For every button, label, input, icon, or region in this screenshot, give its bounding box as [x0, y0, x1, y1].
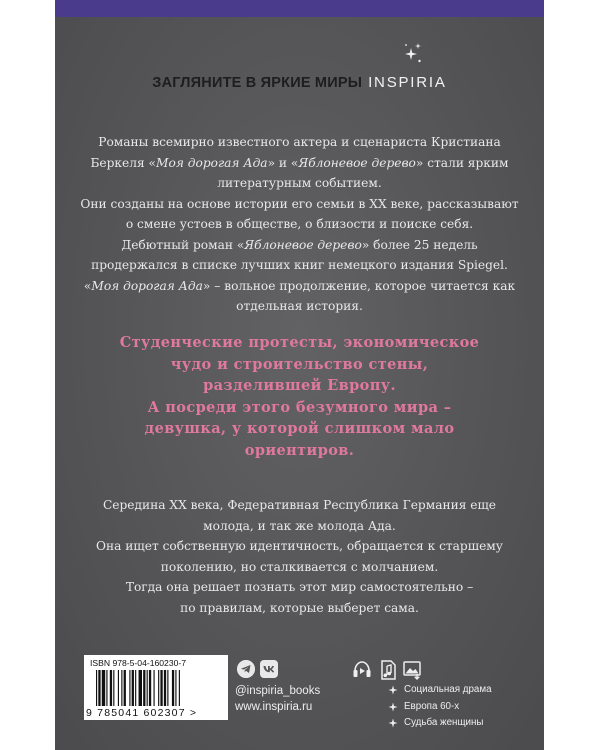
publisher-logo-text: INSPIRIA	[368, 74, 447, 91]
quote-line: чудо и строительство стены,	[170, 355, 429, 373]
book-title-text: Яблоневое дерево	[244, 237, 362, 252]
social-block	[231, 655, 351, 720]
annotation-text: о смене устоев в обществе, о близости и поиске себя.	[125, 217, 474, 231]
barcode-bar	[135, 670, 136, 706]
quote-line: А посреди этого безумного мира –	[147, 398, 452, 416]
annotation-line	[75, 296, 524, 317]
publisher-slogan	[55, 72, 544, 91]
barcode-bar	[179, 670, 180, 706]
sparkle-icon	[403, 42, 423, 66]
barcode-bar	[96, 670, 97, 706]
book-title-text: Моя дорогая Ада	[156, 155, 268, 170]
annotation-line	[75, 276, 524, 297]
sparkle-bullet-icon	[388, 718, 398, 728]
annotation-line	[75, 132, 524, 153]
book-title-text: Яблоневое дерево	[298, 155, 416, 170]
barcode-bar	[158, 670, 159, 706]
barcode-bar	[164, 670, 166, 706]
genre-tag-label: Судьба женщины	[404, 717, 484, 728]
genre-tag	[388, 684, 528, 701]
annotation-text: Беркеля «	[90, 155, 157, 170]
genre-tags	[388, 684, 528, 734]
annotation-line	[75, 153, 524, 174]
barcode-bar	[113, 670, 114, 706]
barcode-bar	[175, 670, 176, 706]
sparkle-bullet-icon	[388, 702, 398, 712]
barcode-bar	[143, 670, 145, 706]
slogan-text: ЗАГЛЯНИТЕ В ЯРКИЕ МИРЫ	[152, 75, 363, 91]
annotation-text: » – вольное продолжение, которое читается как	[202, 278, 516, 293]
quote-line: разделившей Европу.	[203, 377, 396, 394]
barcode-bar	[167, 670, 168, 706]
barcode-bar	[121, 670, 122, 706]
annotation-paragraph	[75, 132, 524, 317]
annotation-line	[75, 173, 524, 194]
barcode-bar	[110, 670, 112, 706]
annotation-line	[75, 255, 524, 276]
book-title-text: Моя дорогая Ада	[91, 278, 203, 293]
barcode-bar	[160, 670, 162, 706]
annotation-line	[75, 194, 524, 215]
barcode-image	[96, 670, 218, 706]
annotation-text: Дебютный роман «	[121, 237, 245, 252]
quote-line: Студенческие протесты, экономическое	[119, 334, 480, 351]
barcode-block	[84, 655, 228, 720]
genre-tag	[388, 701, 528, 718]
website-link[interactable]: www.inspiria.ru	[235, 701, 313, 713]
barcode-bar	[129, 670, 130, 706]
barcode-bar	[154, 670, 155, 706]
synopsis-line: Середина XX века, Федеративная Республика Германия еще	[102, 498, 497, 512]
social-handle[interactable]: @inspiria_books	[235, 685, 321, 697]
annotation-text: продержался в списке лучших книг немецкого издания Spiegel.	[91, 258, 508, 272]
annotation-text: » стали ярким	[415, 155, 509, 170]
barcode-bar	[149, 670, 151, 706]
barcode-bar	[172, 670, 174, 706]
annotation-line	[75, 235, 524, 256]
book-back-cover	[55, 0, 544, 750]
barcode-bar	[139, 670, 142, 706]
synopsis-line: поколению, но сталкивается с молчанием.	[160, 559, 439, 574]
barcode-bar	[102, 670, 105, 706]
barcode-bar	[98, 670, 100, 706]
genre-tag-label: Социальная драма	[404, 684, 492, 695]
synopsis-line: Тогда она решает познать этот мир самостоятельно –	[125, 580, 474, 594]
music-file-icon	[377, 660, 399, 680]
barcode-bar	[147, 670, 148, 706]
synopsis-line: Она ищет собственную идентичность, обращается к старшему	[96, 539, 503, 553]
annotation-text: » более 25 недель	[361, 237, 478, 252]
synopsis-line: по правилам, которые выберет сама.	[180, 600, 419, 615]
annotation-text: «	[83, 278, 92, 293]
synopsis-line: молода, и так же молода Ада.	[203, 518, 396, 533]
ean-number: 9 785041 602307 >	[86, 707, 198, 719]
barcode-bar	[124, 670, 126, 706]
barcode-bar	[106, 670, 107, 706]
isbn-label: ISBN 978-5-04-160230-7	[90, 658, 187, 668]
highlight-quote	[75, 332, 524, 461]
annotation-text: отдельная история.	[236, 299, 363, 313]
audiobook-icon	[351, 660, 373, 680]
barcode-bar	[132, 670, 134, 706]
annotation-text: литературным событием.	[217, 176, 382, 190]
telegram-icon[interactable]	[237, 660, 255, 678]
sparkle-bullet-icon	[388, 685, 398, 695]
genre-tag	[388, 717, 528, 734]
quote-line: ориентиров.	[244, 441, 355, 459]
ebook-icon	[402, 660, 424, 680]
annotation-text: » и «	[267, 155, 299, 170]
annotation-text: Они созданы на основе истории его семьи в XX веке, рассказывают	[80, 196, 519, 211]
quote-line: девушка, у которой слишком мало	[144, 420, 455, 437]
barcode-bar	[118, 670, 119, 706]
annotation-text: Романы всемирно известного актера и сценариста Кристиана	[98, 135, 501, 149]
annotation-line	[75, 214, 524, 235]
vk-icon[interactable]	[260, 660, 278, 678]
synopsis-paragraph	[75, 495, 524, 618]
top-color-band	[55, 0, 544, 17]
genre-tag-label: Европа 60-х	[404, 700, 460, 712]
